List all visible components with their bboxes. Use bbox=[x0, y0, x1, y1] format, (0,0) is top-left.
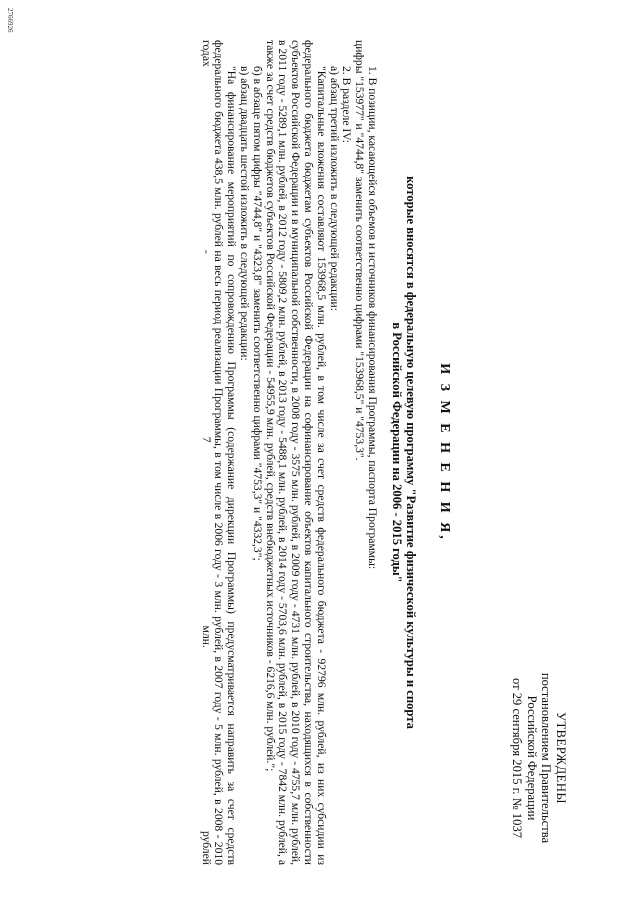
body-paragraph: в) абзац двадцать шестой изложить в следующей редакции: bbox=[238, 66, 252, 361]
body-paragraph: 1. В позиции, касающейся объемов и источников финансирования Программы, паспорта Программы: bbox=[366, 66, 379, 570]
title-subtitle-line: в Российской Федерации на 2006 - 2015 годы" bbox=[389, 322, 404, 583]
body-paragraph: "Капитальные вложения составляют 153968,5 млн. рублей, в том числе за счет средств федерального бюджета - 92796 млн. рублей, из них субсидии из федерального бюджета бюджетам субъектов Российской Федерации на софинансирование объектов капитального строительства, находящихся в собственности субъектов Российской Федерации и в муниципальной собственности, в 2008 году - 3575 млн. рублей, в 2009 году - 4731 млн. рублей, в 2010 году - 4755,7 млн. рублей, в 2011 году - 5289,1 млн. рублей, в 2012 году - 5809,2 млн. рублей, в 2013 году - 5488,1 млн. рублей, в 2014 году - 5703,6 млн. рублей, в 2015 году - 7842 млн. рублей, а также за счет средств бюджетов субъектов Российской Федерации - 54955,9 млн. рублей, средств внебюджетных источников - 6216,6 млн. рублей."; bbox=[263, 40, 328, 865]
approval-heading: УТВЕРЖДЕНЫ bbox=[554, 712, 568, 804]
approval-line: Российской Федерации bbox=[525, 695, 539, 821]
body-paragraph: цифры "153977" и "4744,8" заменить соответственно цифрами "153968,5" и "4753,3". bbox=[353, 40, 367, 461]
document-title bbox=[390, 70, 452, 835]
title-subtitle-line: которые вносятся в федеральную целевую программу "Развитие физической культуры и спорта bbox=[404, 176, 418, 729]
body-paragraph: а) абзац третий изложить в следующей редакции: bbox=[327, 66, 341, 311]
body-paragraph: б) в абзаце пятом цифры "4744,8" и "4323,8" заменить соответственно цифрами "4753,3" и "4332,3"; bbox=[250, 66, 264, 561]
title-main: И З М Е Н Е Н И Я, bbox=[437, 363, 452, 542]
approval-line: постановлением Правительства bbox=[539, 672, 554, 844]
body-paragraph: "На финансирование мероприятий по сопровождению Программы (содержание дирекции Программы) предусматривается направить за счет средств федерального бюджета 438,5 млн. рублей на весь период реализации Программы, в том числе в 2006 году - 3 млн. рублей, в 2007 году - 5 млн. рублей, в 2008 - 2010 годах - 7 млн. рублей bbox=[199, 40, 239, 865]
approval-stamp bbox=[510, 643, 568, 873]
approval-date-number: от 29 сентября 2015 г. № 1037 bbox=[510, 677, 525, 839]
document-code: 2766926 bbox=[6, 8, 14, 33]
body-paragraph: 2. В разделе IV: bbox=[340, 66, 354, 144]
document-body bbox=[199, 40, 378, 865]
